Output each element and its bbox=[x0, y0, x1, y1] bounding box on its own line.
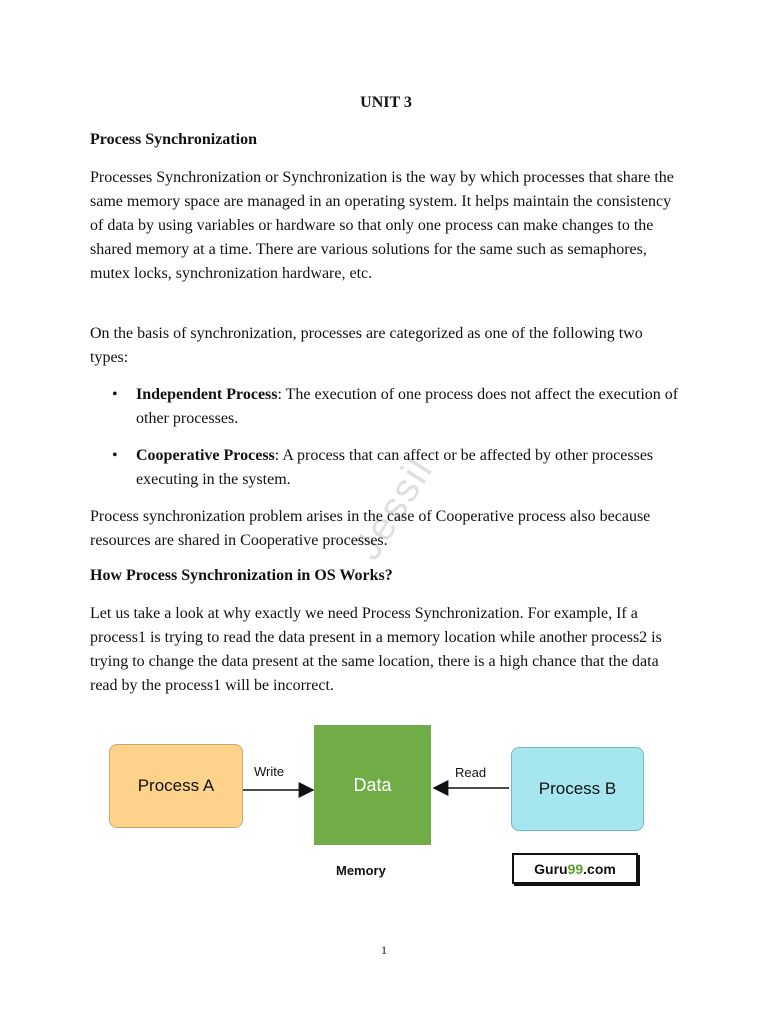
unit-title: UNIT 3 bbox=[360, 94, 412, 111]
process-b-box: Process B bbox=[511, 747, 644, 831]
paragraph-intro: Processes Synchronization or Synchronization is the way by which processes that share the same memory space are managed in an operating system. It helps maintain the consistency of data by using variables or hardware so that only one process can make changes to the shared memory at a time. There are various solutions for the same such as semaphores, mutex locks, synchronization hardware, etc. bbox=[90, 169, 674, 282]
page-number: 1 bbox=[381, 943, 387, 957]
heading-how-it-works: How Process Synchronization in OS Works? bbox=[90, 567, 393, 584]
write-label: Write bbox=[254, 764, 285, 779]
process-a-box: Process A bbox=[109, 744, 243, 828]
logo-text-right: .com bbox=[583, 860, 616, 877]
memory-label: Memory bbox=[336, 863, 386, 878]
guru99-logo bbox=[512, 853, 638, 884]
logo-text-accent: 99 bbox=[567, 860, 584, 877]
logo-text-left: Guru bbox=[534, 860, 568, 877]
bullet-icon: • bbox=[112, 447, 118, 464]
bullet-description: : A process that can affect or be affected by other processes executing in the system. bbox=[136, 447, 654, 488]
bullet-icon: • bbox=[112, 386, 118, 403]
paragraph-categories: On the basis of synchronization, processes are categorized as one of the following two types: bbox=[90, 325, 643, 366]
data-box: Data bbox=[314, 725, 431, 845]
bullet-term: Independent Process bbox=[136, 386, 278, 403]
heading-process-synchronization: Process Synchronization bbox=[90, 131, 257, 148]
bullet-description: : The execution of one process does not affect the execution of other processes. bbox=[136, 386, 679, 427]
bullet-term: Cooperative Process bbox=[136, 447, 275, 464]
read-label: Read bbox=[455, 765, 487, 780]
watermark: Jessil bbox=[345, 449, 442, 568]
paragraph-example: Let us take a look at why exactly we need Process Synchronization. For example, If a process1 is trying to read the data present in a memory location while another process2 is trying to change the data present at the same location, there is a high chance that the data read by the process1 will be incorrect. bbox=[90, 605, 662, 694]
paragraph-problem: Process synchronization problem arises in the case of Cooperative process also because resources are shared in Cooperative processes. bbox=[90, 508, 651, 549]
